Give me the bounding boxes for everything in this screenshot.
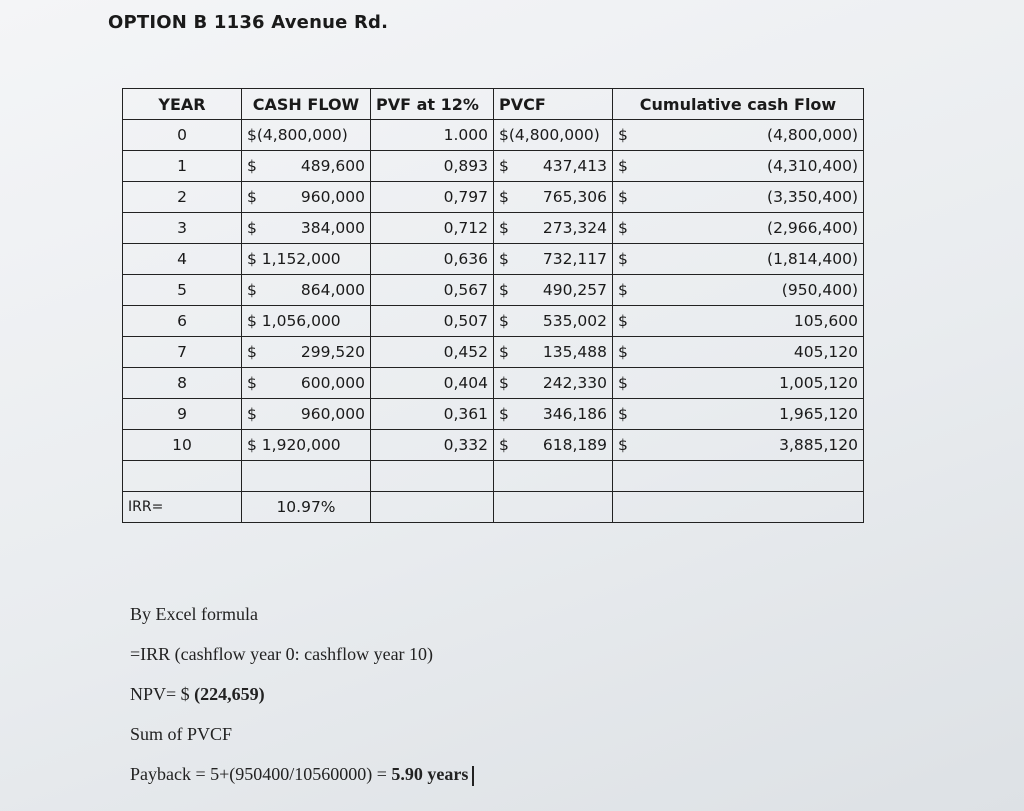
pvf-value: 0,797 bbox=[443, 188, 488, 206]
cell-pvcf[interactable] bbox=[494, 151, 613, 182]
cell-pvcf[interactable] bbox=[494, 213, 613, 244]
cell-cumulative[interactable] bbox=[613, 430, 864, 461]
year-value: 1 bbox=[177, 157, 187, 175]
table-row-blank bbox=[123, 461, 864, 492]
cash-flow-symbol: $(4,800,000) bbox=[247, 126, 348, 144]
cash-flow-symbol: $ bbox=[247, 157, 257, 175]
pvf-value: 0,361 bbox=[443, 405, 488, 423]
cell-cumulative[interactable] bbox=[613, 337, 864, 368]
cell-year[interactable] bbox=[123, 399, 242, 430]
cash-flow-symbol: $ bbox=[247, 281, 257, 299]
header-cash-flow[interactable]: CASH FLOW bbox=[242, 89, 371, 120]
year-value: 8 bbox=[177, 374, 187, 392]
cash-flow-symbol: $ bbox=[247, 188, 257, 206]
cell-year[interactable] bbox=[123, 368, 242, 399]
cumulative-symbol: $ bbox=[618, 281, 628, 299]
notes-line-npv bbox=[130, 674, 474, 714]
year-value: 9 bbox=[177, 405, 187, 423]
irr-label[interactable]: IRR= bbox=[123, 492, 242, 523]
cash-flow-symbol: $ bbox=[247, 374, 257, 392]
cash-flow-value: 299,520 bbox=[300, 343, 365, 361]
pvf-value: 0,636 bbox=[443, 250, 488, 268]
cell-year[interactable] bbox=[123, 244, 242, 275]
cell-cash-flow[interactable] bbox=[242, 399, 371, 430]
cell-cumulative[interactable] bbox=[613, 275, 864, 306]
cumulative-value: (2,966,400) bbox=[767, 219, 858, 237]
year-value: 5 bbox=[177, 281, 187, 299]
pvcf-value: 242,330 bbox=[542, 374, 607, 392]
notes-line-sum-pvcf: Sum of PVCF bbox=[130, 724, 233, 744]
table-row bbox=[123, 213, 864, 244]
cell-cumulative[interactable] bbox=[613, 213, 864, 244]
cell-cash-flow[interactable] bbox=[242, 120, 371, 151]
pvf-value: 0,712 bbox=[443, 219, 488, 237]
pvcf-symbol: $ bbox=[499, 157, 509, 175]
pvcf-value: 437,413 bbox=[542, 157, 607, 175]
cell-pvf[interactable] bbox=[371, 120, 494, 151]
cell-pvcf[interactable] bbox=[494, 430, 613, 461]
year-value: 4 bbox=[177, 250, 187, 268]
cumulative-value: 1,965,120 bbox=[779, 405, 858, 423]
table-row bbox=[123, 275, 864, 306]
cell-cash-flow[interactable] bbox=[242, 213, 371, 244]
cell-cumulative[interactable] bbox=[613, 368, 864, 399]
notes-line-formula-intro: By Excel formula bbox=[130, 604, 258, 624]
year-value: 3 bbox=[177, 219, 187, 237]
pvcf-symbol: $ bbox=[499, 405, 509, 423]
year-value: 0 bbox=[177, 126, 187, 144]
pvcf-value: 765,306 bbox=[542, 188, 607, 206]
cell-year[interactable] bbox=[123, 306, 242, 337]
cell-cash-flow[interactable] bbox=[242, 151, 371, 182]
header-year[interactable]: YEAR bbox=[123, 89, 242, 120]
pvcf-symbol: $ bbox=[499, 219, 509, 237]
cell-cumulative[interactable] bbox=[613, 182, 864, 213]
cell-year[interactable] bbox=[123, 182, 242, 213]
cell-pvf[interactable] bbox=[371, 306, 494, 337]
cell-year[interactable] bbox=[123, 213, 242, 244]
pvcf-symbol: $ bbox=[499, 281, 509, 299]
cell-pvf[interactable] bbox=[371, 399, 494, 430]
header-cumulative[interactable]: Cumulative cash Flow bbox=[613, 89, 864, 120]
cell-blank[interactable] bbox=[494, 492, 613, 523]
cell-cash-flow[interactable] bbox=[242, 430, 371, 461]
cash-flow-value: 384,000 bbox=[300, 219, 365, 237]
table-row bbox=[123, 182, 864, 213]
cumulative-symbol: $ bbox=[618, 374, 628, 392]
cumulative-value: (4,800,000) bbox=[767, 126, 858, 144]
cell-blank[interactable] bbox=[242, 461, 371, 492]
cash-flow-symbol: $ 1,152,000 bbox=[247, 250, 341, 268]
table-row bbox=[123, 120, 864, 151]
cash-flow-symbol: $ bbox=[247, 343, 257, 361]
irr-value[interactable]: 10.97% bbox=[242, 492, 371, 523]
npv-label: NPV= $ bbox=[130, 684, 195, 704]
payback-value: 5.90 years bbox=[391, 764, 469, 784]
cumulative-value: (3,350,400) bbox=[767, 188, 858, 206]
pvcf-value: 273,324 bbox=[542, 219, 607, 237]
cash-flow-value: 960,000 bbox=[300, 405, 365, 423]
cash-flow-symbol: $ 1,920,000 bbox=[247, 436, 341, 454]
cell-blank[interactable] bbox=[371, 461, 494, 492]
cell-cash-flow[interactable] bbox=[242, 337, 371, 368]
header-pvf[interactable]: PVF at 12% bbox=[371, 89, 494, 120]
cell-pvcf[interactable] bbox=[494, 337, 613, 368]
cell-pvf[interactable] bbox=[371, 275, 494, 306]
cell-blank[interactable] bbox=[494, 461, 613, 492]
cell-cumulative[interactable] bbox=[613, 399, 864, 430]
pvf-value: 0,507 bbox=[443, 312, 488, 330]
cash-flow-symbol: $ bbox=[247, 219, 257, 237]
cumulative-value: 405,120 bbox=[793, 343, 858, 361]
table-header-row bbox=[123, 89, 864, 120]
cumulative-symbol: $ bbox=[618, 250, 628, 268]
cell-pvf[interactable] bbox=[371, 151, 494, 182]
cell-cash-flow[interactable] bbox=[242, 275, 371, 306]
cash-flow-value: 864,000 bbox=[300, 281, 365, 299]
cumulative-value: 1,005,120 bbox=[779, 374, 858, 392]
cell-cash-flow[interactable] bbox=[242, 182, 371, 213]
cell-pvf[interactable] bbox=[371, 213, 494, 244]
pvcf-value: 346,186 bbox=[542, 405, 607, 423]
table-row bbox=[123, 244, 864, 275]
cell-cash-flow[interactable] bbox=[242, 306, 371, 337]
cumulative-value: (1,814,400) bbox=[767, 250, 858, 268]
cell-cumulative[interactable] bbox=[613, 120, 864, 151]
cell-pvf[interactable] bbox=[371, 430, 494, 461]
pvf-value: 0,452 bbox=[443, 343, 488, 361]
pvcf-symbol: $ bbox=[499, 343, 509, 361]
cell-pvcf[interactable] bbox=[494, 368, 613, 399]
cell-cumulative[interactable] bbox=[613, 306, 864, 337]
pvcf-symbol: $(4,800,000) bbox=[499, 126, 600, 144]
pvcf-value: 135,488 bbox=[542, 343, 607, 361]
cell-year[interactable] bbox=[123, 151, 242, 182]
cell-pvcf[interactable] bbox=[494, 120, 613, 151]
cell-year[interactable] bbox=[123, 337, 242, 368]
pvcf-symbol: $ bbox=[499, 188, 509, 206]
pvf-value: 0,893 bbox=[443, 157, 488, 175]
cumulative-value: 3,885,120 bbox=[779, 436, 858, 454]
npv-value: (224,659) bbox=[194, 684, 265, 704]
cumulative-symbol: $ bbox=[618, 405, 628, 423]
cell-cash-flow[interactable] bbox=[242, 244, 371, 275]
cash-flow-value: 600,000 bbox=[300, 374, 365, 392]
cumulative-symbol: $ bbox=[618, 343, 628, 361]
page-title: OPTION B 1136 Avenue Rd. bbox=[108, 12, 389, 33]
cell-pvcf[interactable] bbox=[494, 306, 613, 337]
cash-flow-value: 960,000 bbox=[300, 188, 365, 206]
cumulative-symbol: $ bbox=[618, 312, 628, 330]
cell-blank[interactable] bbox=[613, 492, 864, 523]
cell-blank[interactable] bbox=[613, 461, 864, 492]
text-cursor bbox=[472, 766, 474, 786]
cumulative-symbol: $ bbox=[618, 126, 628, 144]
cumulative-symbol: $ bbox=[618, 219, 628, 237]
cash-flow-value: 489,600 bbox=[300, 157, 365, 175]
table-row bbox=[123, 368, 864, 399]
pvf-value: 1.000 bbox=[443, 126, 488, 144]
notes-section bbox=[130, 594, 474, 794]
notes-line-payback[interactable] bbox=[130, 754, 474, 794]
cell-pvf[interactable] bbox=[371, 182, 494, 213]
table-row bbox=[123, 430, 864, 461]
cash-flow-symbol: $ bbox=[247, 405, 257, 423]
year-value: 7 bbox=[177, 343, 187, 361]
cumulative-value: (950,400) bbox=[781, 281, 858, 299]
pvcf-symbol: $ bbox=[499, 250, 509, 268]
pvf-value: 0,567 bbox=[443, 281, 488, 299]
year-value: 2 bbox=[177, 188, 187, 206]
pvcf-symbol: $ bbox=[499, 374, 509, 392]
table-row bbox=[123, 151, 864, 182]
pvcf-value: 618,189 bbox=[542, 436, 607, 454]
cumulative-symbol: $ bbox=[618, 436, 628, 454]
table-row bbox=[123, 306, 864, 337]
pvcf-symbol: $ bbox=[499, 312, 509, 330]
table-row bbox=[123, 399, 864, 430]
pvf-value: 0,332 bbox=[443, 436, 488, 454]
cell-cumulative[interactable] bbox=[613, 151, 864, 182]
pvcf-value: 490,257 bbox=[542, 281, 607, 299]
pvcf-symbol: $ bbox=[499, 436, 509, 454]
pvf-value: 0,404 bbox=[443, 374, 488, 392]
cumulative-value: 105,600 bbox=[793, 312, 858, 330]
cell-pvcf[interactable] bbox=[494, 244, 613, 275]
cell-pvf[interactable] bbox=[371, 337, 494, 368]
cell-cumulative[interactable] bbox=[613, 244, 864, 275]
table-row bbox=[123, 337, 864, 368]
cell-pvf[interactable] bbox=[371, 244, 494, 275]
pvcf-value: 732,117 bbox=[542, 250, 607, 268]
payback-formula: Payback = 5+(950400/10560000) = bbox=[130, 764, 392, 784]
cell-year[interactable] bbox=[123, 275, 242, 306]
year-value: 6 bbox=[177, 312, 187, 330]
notes-line-irr-formula: =IRR (cashflow year 0: cashflow year 10) bbox=[130, 644, 434, 664]
cell-blank[interactable] bbox=[371, 492, 494, 523]
cell-pvcf[interactable] bbox=[494, 275, 613, 306]
cell-year[interactable] bbox=[123, 430, 242, 461]
cumulative-symbol: $ bbox=[618, 157, 628, 175]
header-pvcf[interactable]: PVCF bbox=[494, 89, 613, 120]
cash-flow-table bbox=[122, 88, 864, 523]
cumulative-value: (4,310,400) bbox=[767, 157, 858, 175]
year-value: 10 bbox=[172, 436, 192, 454]
cumulative-symbol: $ bbox=[618, 188, 628, 206]
cell-cash-flow[interactable] bbox=[242, 368, 371, 399]
cell-year[interactable] bbox=[123, 120, 242, 151]
cell-blank[interactable] bbox=[123, 461, 242, 492]
cell-pvcf[interactable] bbox=[494, 399, 613, 430]
cash-flow-symbol: $ 1,056,000 bbox=[247, 312, 341, 330]
table-row-irr bbox=[123, 492, 864, 523]
cell-pvf[interactable] bbox=[371, 368, 494, 399]
cell-pvcf[interactable] bbox=[494, 182, 613, 213]
pvcf-value: 535,002 bbox=[542, 312, 607, 330]
